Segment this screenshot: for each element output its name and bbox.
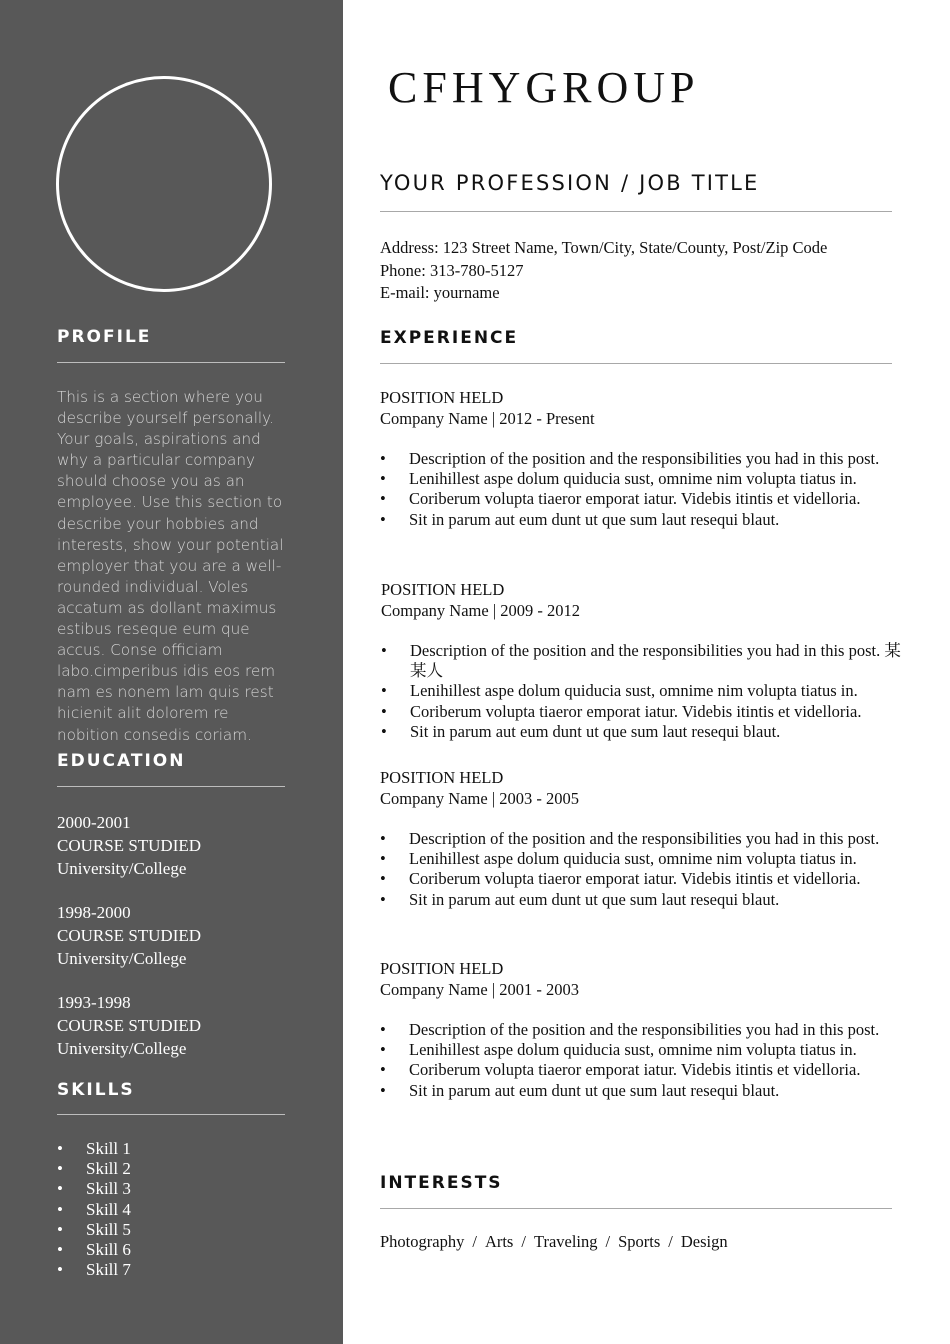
skill-item: • Skill 5 xyxy=(57,1220,131,1240)
responsibility-item: • Description of the position and the responsibilities you had in this post. xyxy=(380,1020,900,1040)
interest-item: Sports xyxy=(618,1232,661,1251)
candidate-name: CFHYGROUP xyxy=(388,63,700,112)
profile-photo-placeholder xyxy=(56,76,272,292)
skill-item: • Skill 4 xyxy=(57,1200,131,1220)
education-divider xyxy=(57,786,285,787)
skills-heading: SKILLS xyxy=(57,1080,135,1100)
responsibility-item: • Sit in parum aut eum dunt ut que sum laut resequi blaut. xyxy=(380,510,900,530)
position-title: POSITION HELD xyxy=(380,388,504,407)
contact-address: Address: 123 Street Name, Town/City, State/County, Post/Zip Code xyxy=(380,238,828,257)
company-dates: Company Name | 2012 - Present xyxy=(380,408,595,428)
skills-list xyxy=(57,1139,131,1280)
interest-separator: / xyxy=(521,1232,526,1251)
interest-item: Traveling xyxy=(533,1232,598,1251)
responsibility-list xyxy=(380,449,900,530)
interest-separator: / xyxy=(472,1232,477,1251)
responsibility-item: • Coriberum volupta tiaeror emporat iatur. Videbis itintis et videlloria. xyxy=(380,869,900,889)
title-divider xyxy=(380,211,892,212)
interest-separator: / xyxy=(605,1232,611,1251)
responsibility-item: • Sit in parum aut eum dunt ut que sum laut resequi blaut. xyxy=(380,1081,900,1101)
responsibility-item: • Description of the position and the responsibilities you had in this post. 某某人 xyxy=(381,641,901,681)
contact-phone: Phone: 313-780-5127 xyxy=(380,260,524,280)
education-school: University/College xyxy=(57,949,187,968)
responsibility-item: • Description of the position and the responsibilities you had in this post. xyxy=(380,449,900,469)
education-school: University/College xyxy=(57,859,187,878)
responsibility-item: • Coriberum volupta tiaeror emporat iatur. Videbis itintis et videlloria. xyxy=(380,1060,900,1080)
responsibility-item: • Sit in parum aut eum dunt ut que sum laut resequi blaut. xyxy=(381,722,901,742)
position-title: POSITION HELD xyxy=(380,959,504,978)
education-years: 1993-1998 xyxy=(57,993,131,1012)
skill-item: • Skill 3 xyxy=(57,1179,131,1199)
interests-list xyxy=(380,1231,728,1253)
education-entry xyxy=(57,811,297,880)
responsibility-list xyxy=(380,829,900,910)
experience-heading: EXPERIENCE xyxy=(380,328,519,348)
skill-item: • Skill 1 xyxy=(57,1139,131,1159)
responsibility-item: • Description of the position and the responsibilities you had in this post. xyxy=(380,829,900,849)
position-title: POSITION HELD xyxy=(381,580,505,599)
company-dates: Company Name | 2001 - 2003 xyxy=(380,979,579,999)
company-dates: Company Name | 2009 - 2012 xyxy=(381,600,580,620)
interests-heading: INTERESTS xyxy=(380,1173,503,1193)
interest-separator: / xyxy=(668,1232,673,1251)
experience-entry xyxy=(381,580,901,742)
profile-text: This is a section where you describe yourself personally. Your goals, aspirations and why a particular company should choose you as an employee. Use this section to describe your hobbies and interests, show your potential employer that you are a well-rounded individual. Voles accatum as dollant maximus estibus reseque eum que accus. Conse officiam labo.cimperibus idis eos rem nam es nonem lam quis rest hicienit alit dolorem re nobition consedis coriam. xyxy=(57,388,284,744)
education-course: COURSE STUDIED xyxy=(57,926,202,945)
experience-entry xyxy=(380,768,900,910)
company-dates: Company Name | 2003 - 2005 xyxy=(380,788,579,808)
experience-entry xyxy=(380,388,900,530)
responsibility-list xyxy=(380,1020,900,1101)
education-course: COURSE STUDIED xyxy=(57,836,202,855)
interest-item: Design xyxy=(680,1232,728,1251)
education-school: University/College xyxy=(57,1039,187,1058)
responsibility-item: • Lenihillest aspe dolum quiducia sust, omnime nim volupta tiatus in. xyxy=(380,469,900,489)
responsibility-list xyxy=(381,641,901,742)
experience-divider xyxy=(380,363,892,364)
job-title: YOUR PROFESSION / JOB TITLE xyxy=(380,171,760,195)
contact-block xyxy=(380,237,827,305)
skill-item: • Skill 6 xyxy=(57,1240,131,1260)
education-entry xyxy=(57,901,297,970)
profile-heading: PROFILE xyxy=(57,327,152,347)
profile-divider xyxy=(57,362,285,363)
responsibility-item: • Lenihillest aspe dolum quiducia sust, omnime nim volupta tiatus in. xyxy=(380,849,900,869)
experience-entry xyxy=(380,959,900,1101)
responsibility-item: • Sit in parum aut eum dunt ut que sum laut resequi blaut. xyxy=(380,890,900,910)
education-entry xyxy=(57,991,297,1060)
responsibility-item: • Lenihillest aspe dolum quiducia sust, omnime nim volupta tiatus in. xyxy=(381,681,901,701)
contact-email: E-mail: yourname xyxy=(380,283,500,302)
responsibility-item: • Coriberum volupta tiaeror emporat iatur. Videbis itintis et videlloria. xyxy=(380,489,900,509)
sidebar xyxy=(0,0,343,1344)
skill-item: • Skill 2 xyxy=(57,1159,131,1179)
education-course: COURSE STUDIED xyxy=(57,1016,202,1035)
interest-item: Photography xyxy=(380,1232,465,1251)
skills-divider xyxy=(57,1114,285,1115)
responsibility-item: • Coriberum volupta tiaeror emporat iatur. Videbis itintis et videlloria. xyxy=(381,702,901,722)
education-years: 2000-2001 xyxy=(57,813,131,832)
responsibility-item: • Lenihillest aspe dolum quiducia sust, omnime nim volupta tiatus in. xyxy=(380,1040,900,1060)
interests-divider xyxy=(380,1208,892,1209)
position-title: POSITION HELD xyxy=(380,768,504,787)
skill-item: • Skill 7 xyxy=(57,1260,131,1280)
interest-item: Arts xyxy=(484,1232,514,1251)
education-years: 1998-2000 xyxy=(57,903,131,922)
education-heading: EDUCATION xyxy=(57,751,186,771)
